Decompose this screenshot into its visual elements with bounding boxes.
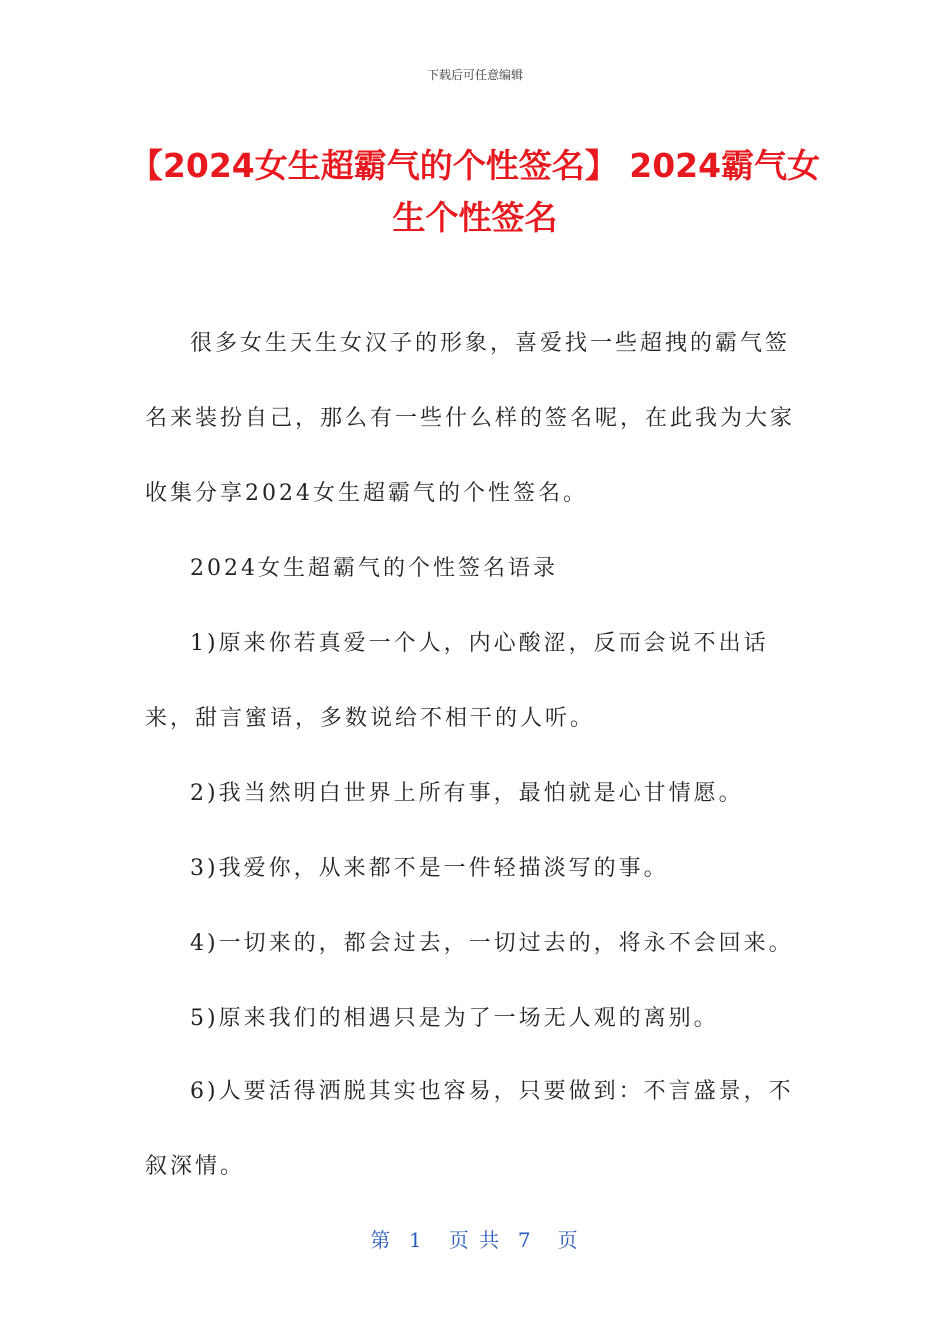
page-number-footer: 第 1 页 共 7 页	[370, 1228, 580, 1252]
paragraph-intro: 很多女生天生女汉子的形象，喜爱找一些超拽的霸气签名来装扮自己，那么有一些什么样的签名呢，在此我为大家收集分享2024女生超霸气的个性签名。	[145, 331, 796, 506]
document-title: 【2024女生超霸气的个性签名】 2024霸气女生个性签名	[129, 146, 821, 237]
paragraph-item-4: 4)一切来的，都会过去，一切过去的，将永不会回来。	[190, 931, 794, 956]
paragraph-item-2: 2)我当然明白世界上所有事，最怕就是心甘情愿。	[190, 781, 744, 806]
header-note: 下载后可任意编辑	[426, 68, 523, 82]
paragraph-subheading: 2024女生超霸气的个性签名语录	[190, 556, 558, 581]
paragraph-item-6: 6)人要活得洒脱其实也容易，只要做到：不言盛景，不叙深情。	[145, 1079, 794, 1179]
paragraph-item-3: 3)我爱你，从来都不是一件轻描淡写的事。	[190, 856, 669, 881]
paragraph-item-5: 5)原来我们的相遇只是为了一场无人观的离别。	[190, 1006, 719, 1031]
paragraph-item-1: 1)原来你若真爱一个人，内心酸涩，反而会说不出话来，甜言蜜语，多数说给不相干的人听。	[145, 631, 769, 731]
